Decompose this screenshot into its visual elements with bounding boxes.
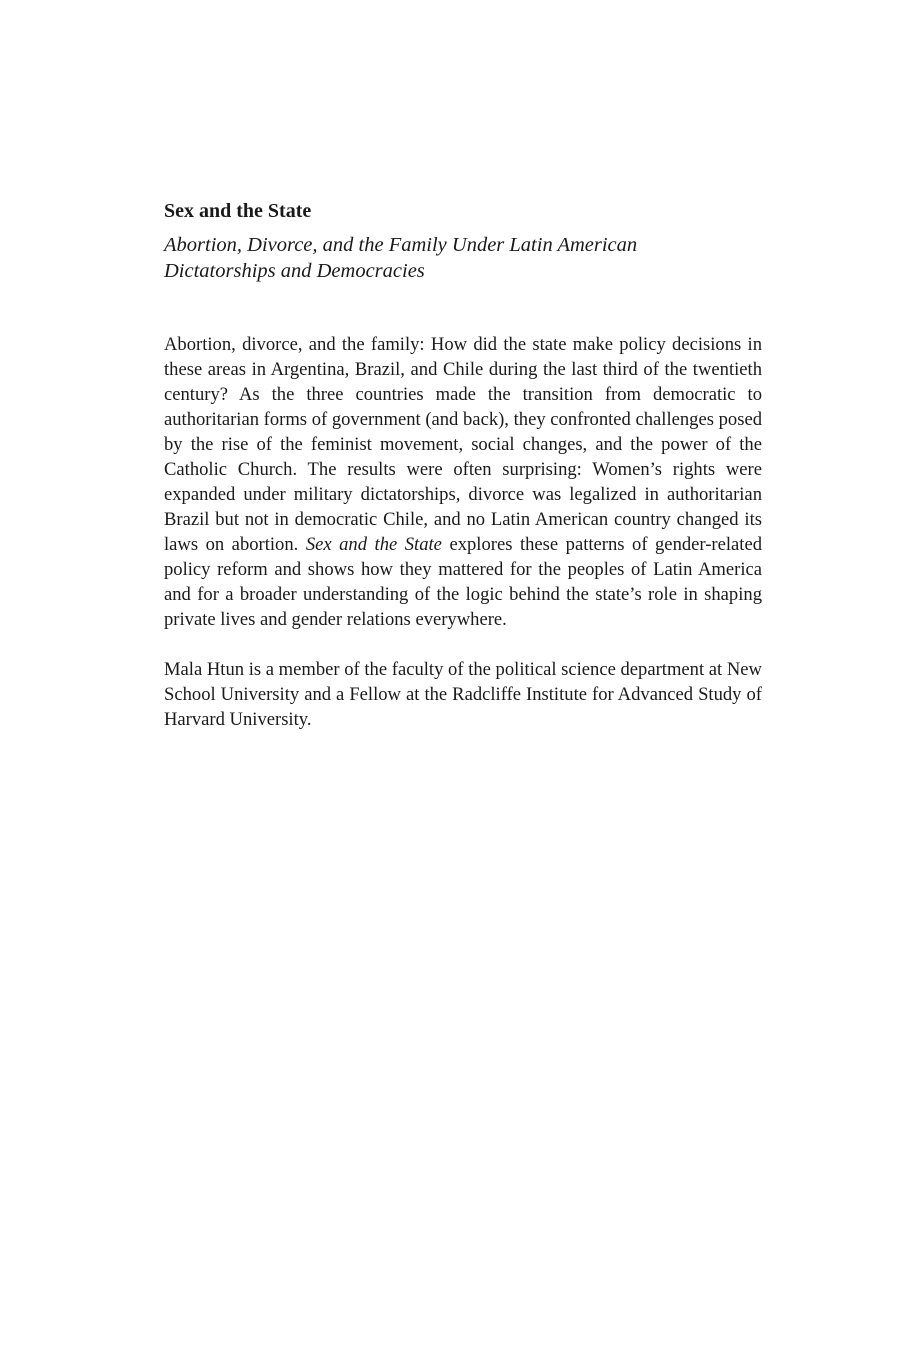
book-subtitle-line-1: Abortion, Divorce, and the Family Under Latin American bbox=[164, 234, 638, 256]
book-description-text-continued: explores these patterns of gender-related policy reform and shows how they mattered for the peoples of Latin America and for a broader understanding of the logic behind the state’s role in shaping private lives and gender relations everywhere. bbox=[164, 534, 763, 630]
book-subtitle-line-2: Dictatorships and Democracies bbox=[164, 260, 425, 282]
book-title: Sex and the State bbox=[164, 200, 312, 222]
book-description-text: Abortion, divorce, and the family: How did the state make policy decisions in these areas in Argentina, Brazil, and Chile during the last third of the twentieth century? As the three countries made the transition from democratic to authoritarian forms of government (and back), they confronted challenges posed by the rise of the feminist movement, social changes, and the power of the Catholic Church. The results were often surprising: Women’s rights were expanded under military dictatorships, divorce was legalized in authoritarian Brazil but not in democratic Chile, and no Latin American country changed its laws on abortion. bbox=[164, 334, 762, 555]
book-description bbox=[164, 332, 762, 632]
book-subtitle bbox=[164, 232, 762, 284]
page-content bbox=[164, 198, 762, 732]
author-bio: Mala Htun is a member of the faculty of the political science department at New School University and a Fellow at the Radcliffe Institute for Advanced Study of Harvard University. bbox=[164, 659, 762, 730]
book-title-reference: Sex and the State bbox=[305, 534, 442, 555]
